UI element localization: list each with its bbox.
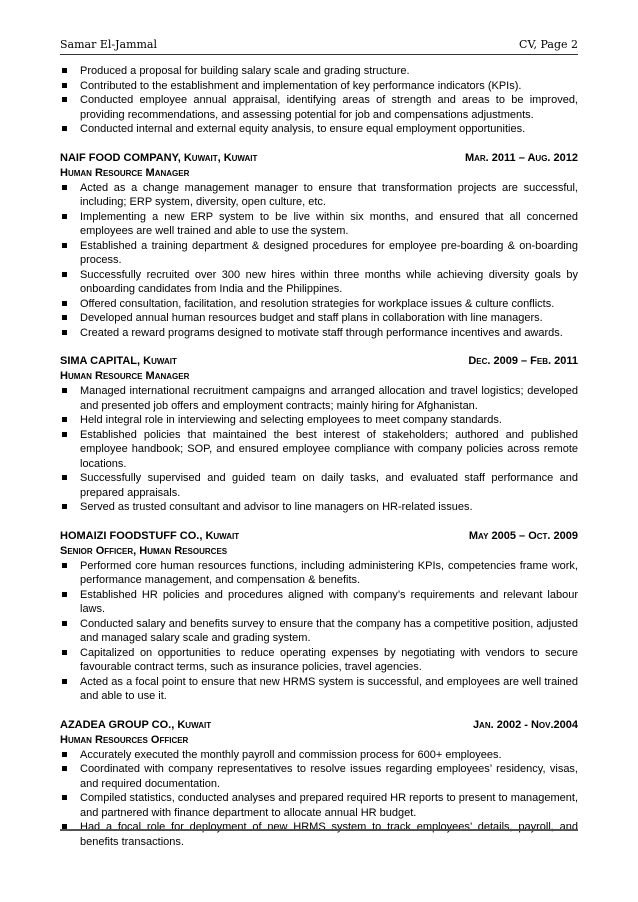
square-bullet-icon	[62, 243, 67, 248]
square-bullet-icon	[62, 388, 67, 393]
square-bullet-icon	[62, 679, 67, 684]
square-bullet-icon	[62, 592, 67, 597]
company-line	[60, 151, 257, 166]
job-title: Human Resource Manager	[60, 370, 190, 382]
bullet-text: Accurately executed the monthly payroll and commission process for 600+ employees.	[80, 748, 502, 761]
page-header	[60, 36, 578, 54]
company-line	[60, 354, 177, 369]
job-heading	[60, 529, 578, 544]
job-bullets	[60, 748, 578, 850]
bullet-text: Conducted salary and benefits survey to ensure that the company has a competitive position, adjusted and managed salary scale and grading system.	[80, 617, 578, 644]
square-bullet-icon	[62, 214, 67, 219]
bullet-item	[60, 79, 578, 94]
bullet-item	[60, 471, 578, 500]
square-bullet-icon	[62, 126, 67, 131]
bullet-text: Developed annual human resources budget and staff plans in collaboration with line managers.	[80, 312, 543, 324]
company-location: Kuwait, Kuwait	[183, 151, 258, 164]
bullet-text: Conducted internal and external equity analysis, to ensure equal employment opportunities.	[80, 123, 526, 135]
company-location: Kuwait	[205, 529, 240, 542]
bullet-text: Implementing a new ERP system to be live within six months, and ensured that all concerned employees are well trained and able to use the system.	[80, 210, 578, 237]
bullet-text: Contributed to the establishment and implementation of key performance indicators (KPIs).	[80, 79, 522, 92]
square-bullet-icon	[62, 752, 67, 757]
job-title: Human Resource Manager	[60, 166, 190, 179]
company-name: HOMAIZI FOODSTUFF CO.,	[60, 529, 203, 542]
bullet-text: Offered consultation, facilitation, and resolution strategies for workplace issues & culture conflicts.	[80, 297, 555, 310]
job-dates: May 2005 – Oct. 2009	[468, 529, 578, 542]
bullet-item	[60, 820, 578, 849]
bullet-item	[60, 122, 578, 137]
bullet-item	[60, 617, 578, 646]
square-bullet-icon	[62, 650, 67, 655]
job-bullets	[60, 559, 578, 704]
bullet-item	[60, 64, 578, 79]
bullet-item	[60, 762, 578, 791]
company-name: SIMA CAPITAL,	[60, 355, 141, 367]
footer-divider	[60, 829, 578, 831]
bullet-item	[60, 268, 578, 297]
square-bullet-icon	[62, 504, 67, 509]
bullet-item	[60, 311, 578, 326]
bullet-text: Acted as a change management manager to ensure that transformation projects are successful, including; ERP system, diversity, open culture, etc.	[80, 181, 578, 208]
job-title: Senior Officer, Human Resources	[60, 544, 228, 557]
square-bullet-icon	[62, 475, 67, 480]
bullet-item	[60, 181, 578, 210]
bullet-text: Acted as a focal point to ensure that new HRMS system is successful, and employees are well trained and able to use it.	[80, 675, 578, 702]
bullet-text: Successfully supervised and guided team on daily tasks, and evaluated staff performance and prepared appraisals.	[80, 472, 578, 499]
bullet-text: Held integral role in interviewing and selecting employees to meet company standards.	[80, 414, 502, 426]
bullet-text: Had a focal role for deployment of new HRMS system to track employees’ details, payroll, and benefits transactions.	[80, 821, 578, 848]
square-bullet-icon	[62, 795, 67, 800]
continued-bullets	[60, 64, 578, 137]
square-bullet-icon	[62, 563, 67, 568]
bullet-item	[60, 93, 578, 122]
job-title: Human Resources Officer	[60, 733, 189, 746]
job-heading	[60, 354, 578, 369]
square-bullet-icon	[62, 272, 67, 277]
bullet-text: Coordinated with company representatives to resolve issues regarding employees’ residency, visas, and required documentation.	[80, 763, 578, 790]
bullet-item	[60, 326, 578, 341]
bullet-item	[60, 239, 578, 268]
bullet-item	[60, 500, 578, 515]
bullet-item	[60, 748, 578, 763]
job-section	[60, 354, 578, 515]
bullet-text: Established HR policies and procedures aligned with company’s requirements and relevant labour laws.	[80, 588, 578, 615]
job-bullets	[60, 181, 578, 341]
company-line	[60, 529, 239, 544]
bullet-text: Established a training department & designed procedures for employee pre-boarding & on-boarding process.	[80, 239, 578, 266]
company-location: Kuwait	[143, 355, 177, 367]
bullet-text: Successfully recruited over 300 new hires within three months while achieving diversity goals by onboarding candidates from India and the Philippines.	[80, 268, 578, 295]
square-bullet-icon	[62, 185, 67, 190]
company-name: AZADEA GROUP CO.,	[60, 718, 175, 731]
bullet-item	[60, 791, 578, 820]
job-bullets	[60, 384, 578, 515]
header-divider	[60, 54, 578, 55]
square-bullet-icon	[62, 301, 67, 306]
bullet-text: Compiled statistics, conducted analyses and prepared required HR reports to present to management, and partnered with finance department to allocate annual HR budget.	[80, 792, 578, 819]
square-bullet-icon	[62, 330, 67, 335]
job-section	[60, 151, 578, 341]
bullet-text: Created a reward programs designed to motivate staff through performance incentives and awards.	[80, 326, 563, 339]
bullet-item	[60, 675, 578, 704]
job-dates: Jan. 2002 - Nov.2004	[472, 718, 578, 731]
header-name: Samar El-Jammal	[60, 38, 158, 51]
bullet-text: Produced a proposal for building salary scale and grading structure.	[80, 65, 410, 77]
square-bullet-icon	[62, 315, 67, 320]
bullet-item	[60, 384, 578, 413]
job-dates: Mar. 2011 – Aug. 2012	[464, 151, 578, 164]
bullet-text: Managed international recruitment campaigns and arranged allocation and travel logistics; developed and presented job offers and employment contracts; mainly hiring for Afghanistan.	[80, 385, 578, 412]
job-heading	[60, 718, 578, 733]
cv-content	[60, 64, 578, 849]
bullet-text: Served as trusted consultant and advisor to line managers on HR-related issues.	[80, 501, 473, 513]
job-section	[60, 529, 578, 704]
bullet-item	[60, 646, 578, 675]
square-bullet-icon	[62, 97, 67, 102]
job-heading	[60, 151, 578, 166]
square-bullet-icon	[62, 432, 67, 437]
bullet-text: Conducted employee annual appraisal, identifying areas of strength and areas to be improved, providing recommendations, and assessing potential for job and compensations adjustments.	[80, 94, 578, 121]
square-bullet-icon	[62, 417, 67, 422]
header-page-label: CV, Page 2	[519, 38, 578, 51]
bullet-item	[60, 297, 578, 312]
bullet-text: Capitalized on opportunities to reduce operating expenses by negotiating with vendors to secure favourable contract terms, such as insurance policies, travel agencies.	[80, 646, 578, 673]
square-bullet-icon	[62, 83, 67, 88]
bullet-text: Established policies that maintained the best interest of stakeholders; authored and published employee handbook; SOP, and ensured employee compliance with company policies across remote locations.	[80, 428, 578, 470]
square-bullet-icon	[62, 68, 67, 73]
company-line	[60, 718, 211, 733]
job-dates: Dec. 2009 – Feb. 2011	[468, 355, 578, 367]
bullet-item	[60, 210, 578, 239]
bullet-item	[60, 559, 578, 588]
bullet-item	[60, 413, 578, 428]
bullet-text: Performed core human resources functions, including administering KPIs, competencies frame work, performance management, and compensation & benefits.	[80, 559, 578, 586]
square-bullet-icon	[62, 621, 67, 626]
bullet-item	[60, 428, 578, 472]
company-name: NAIF FOOD COMPANY,	[60, 151, 181, 164]
company-location: Kuwait	[177, 718, 212, 731]
square-bullet-icon	[62, 766, 67, 771]
bullet-item	[60, 588, 578, 617]
